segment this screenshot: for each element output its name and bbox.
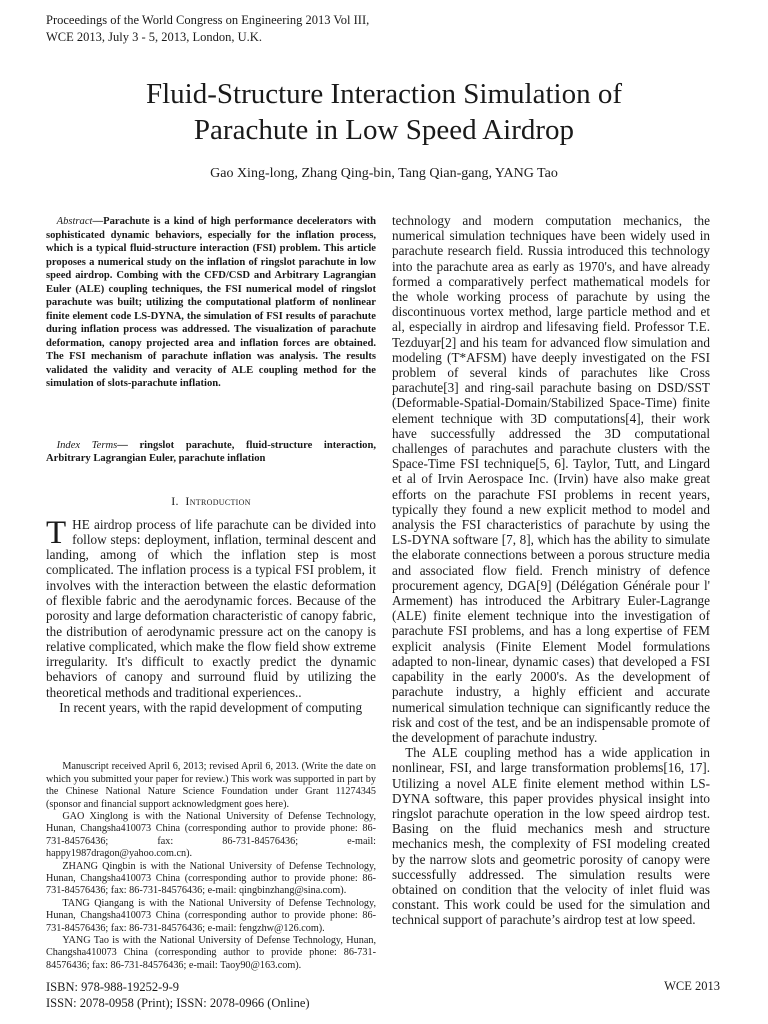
footnotes (46, 761, 376, 972)
page-footer-identifiers (46, 979, 310, 1011)
header-line-1: Proceedings of the World Congress on Engineering 2013 Vol III, (46, 13, 370, 27)
index-terms-text: — ringslot parachute, fluid-structure interaction, Arbitrary Lagrangian Euler, parachute inflation (46, 439, 376, 464)
intro-paragraph-1 (46, 514, 376, 701)
abstract-text: —Parachute is a kind of high performance decelerators with sophisticated dynamic behaviors, especially for the inflation process, which is a typical fluid-structure interaction (FSI) problem. This article proposes a numerical study on the inflation of ringslot parachute in low speed airdrop. Combing with the CFD/CSD and Arbitrary Lagrangian Euler (ALE) coupling techniques, the FSI numerical model of ringslot parachute was built; utilizing the computational platform of nonlinear finite element code LS-DYNA, the simulation of FSI results of parachute during inflation process was addressed. The visualization of parachute deformation, canopy projected area and inflation forces are obtained. The FSI mechanism of parachute inflation was analysis. The results validated the validity and veracity of ALE coupling method for the simulation of slots-parachute inflation. (46, 216, 376, 389)
abstract (46, 215, 376, 391)
title-line-2: Parachute in Low Speed Airdrop (193, 114, 575, 146)
abstract-lead: Abstract (56, 216, 93, 227)
section-numeral: I. (171, 493, 179, 508)
issn-text: ISSN: 2078-0958 (Print); ISSN: 2078-0966 (Online) (46, 996, 310, 1010)
footnote-author-tang: TANG Qiangang is with the National University of Defense Technology, Hunan, Changsha410073 China (corresponding author to provide phone: 86-731-84576436; fax: 86-731-84576436; e-mail: fengzhw@126.com). (46, 897, 376, 934)
paper-title (0, 76, 768, 148)
section-heading (46, 494, 376, 509)
footnote-author-gao: GAO Xinglong is with the National University of Defense Technology, Hunan, Changsha410073 China (corresponding author to provide phone: 86-731-84576436; fax: 86-731-84576436; e-mail: happy1987dragon@yahoo.com.cn). (46, 810, 376, 860)
left-column (46, 215, 376, 972)
footnote-author-zhang: ZHANG Qingbin is with the National University of Defense Technology, Hunan, Changsha410073 China (corresponding author to provide phone: 86-731-84576436; fax: 86-731-84576436; e-mail: qingbinzhang@sina.com). (46, 860, 376, 897)
title-line-1: Fluid-Structure Interaction Simulation of (146, 78, 622, 110)
section-title: Introduction (185, 493, 251, 508)
isbn-text: ISBN: 978-988-19252-9-9 (46, 980, 179, 994)
right-column (392, 213, 710, 928)
footnote-manuscript: Manuscript received April 6, 2013; revised April 6, 2013. (Write the date on which you submitted your paper for review.) This work was supported in part by the Chinese National Nature Science Foundation under Grant 11274345 (sponsor and financial support acknowledgment goes here). (46, 761, 376, 810)
intro-paragraph-2: In recent years, with the rapid development of computing (59, 700, 363, 716)
index-terms-lead: Index Terms (56, 439, 118, 451)
index-terms (46, 439, 376, 466)
author-list: Gao Xing-long, Zhang Qing-bin, Tang Qian-gang, YANG Tao (210, 166, 558, 181)
right-paragraph-1: technology and modern computation mechanics, the numerical simulation techniques have been widely used in parachute research field. Russia introduced this technology into the parachute area as early as 1970's, and have already formed a comparatively perfect mathematical models for the whole working process of parachute by using the discontinuous vortex method, large particle method and et al, especially in airdrop and lifesaving field. Professor T.E. Tezduyar[2] and his team for advanced flow simulation and modeling (T*AFSM) have deeply investigated on the FSI problem of several kinds of parachutes like Cross parachute[3] and ring-sail parachute basing on DSD/SST (Deformable-Spatial-Domain/Stabilized Space-Time) finite element technique with 3D computations[4], their work have successfully addressed the 3D computational challenges of parachutes and parachute clusters with the Space-Time FSI technique[5, 6]. Taylor, Tutt, and Lingard et al of Irvin Aerospace Inc. (Irvin) have also make great efforts on the parachute FSI problems in recent years, typically they found a new explicit method to model and analysis the FSI characteristics of parachute by using the LS-DYNA software [7, 8], which has the ability to simulate the elaborate connections between a porous structure media and associated flow field. French ministry of defence procurement agency, DGA[9] (Délégation Générale pour l' Armement) has introduced the Arbitrary Euler-Lagrange (ALE) finite element technique into the investigation of parachute FSI problems, and has a long expertise of FEM explicit analysis (Finite Element Model formulations adapted to non-linear, dynamic cases) that developed a FSI capability in the early 2000's. As the development of parachute industry, a highly efficient and accurate numerical simulation technique can significantly reduce the risk and cost of the test, and be an indispensable promote of the development of parachute industry. (392, 213, 710, 745)
right-paragraph-2: The ALE coupling method has a wide application in nonlinear, FSI, and large transformation problems[16, 17]. Utilizing a novel ALE finite element method within LS-DYNA software, this paper provides physical insight into ringslot parachute operation in the low speed airdrop test. Basing on the fluid mechanics mesh and structure mechanics mesh, the complexity of FSI modeling created by the narrow slots and geometric porosity of canopy were successfully addressed. The simulation results were obtained on condition that the velocity of inlet fluid was constant. This work could be used for the simulation and technical support of parachute’s airdrop test at low speed. (392, 745, 710, 928)
footnote-author-yang: YANG Tao is with the National University of Defense Technology, Hunan, Changsha410073 China (corresponding author to provide phone: 86-731-84576436; fax: 86-731-84576436; e-mail: Taoy90@163.com). (46, 935, 376, 971)
running-header (46, 12, 369, 46)
drop-cap: T (46, 514, 67, 551)
page-footer-conference: WCE 2013 (664, 979, 720, 993)
header-line-2: WCE 2013, July 3 - 5, 2013, London, U.K. (46, 30, 262, 44)
intro-paragraph-1-text: HE airdrop process of life parachute can be divided into follow steps: deployment, inflation, terminal descent and landing, among of which the inflation step is most complicated. The inflation process is a typical FSI problem, it involves with the interaction between the elastic deformation of flexible fabric and the aerodynamic forces. Because of the porosity and large deformation characteristic of canopy fabric, the distribution of aerodynamic pressure act on the canopy is relative complicated, which make the flow field show extreme irregularity. It's difficult to exactly predict the dynamic behaviors of canopy and surround fluid by utilizing the theoretical methods and traditional experiences.. (46, 516, 376, 700)
